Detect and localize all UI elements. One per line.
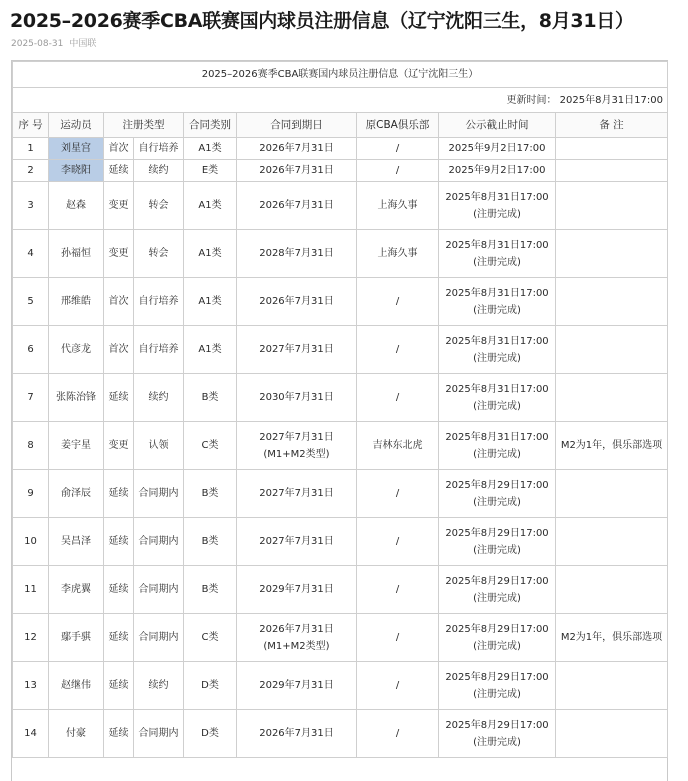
cell-remark	[556, 326, 668, 374]
cell-contract-end-line: 2027年7月31日	[259, 344, 334, 355]
cell-reg-detail	[134, 470, 184, 518]
cell-seq-line: 10	[24, 536, 37, 547]
cell-seq-line: 1	[27, 143, 34, 154]
cell-contract-end	[237, 662, 357, 710]
cell-contract-end-line: 2026年7月31日	[259, 623, 334, 635]
cell-player	[49, 278, 104, 326]
cell-contract-end	[237, 160, 357, 182]
cell-seq-line: 14	[24, 728, 37, 739]
cell-contract-type	[184, 614, 237, 662]
cell-former-club-line: /	[395, 536, 400, 547]
cell-notice-end-line: 2025年8月29日17:00	[445, 719, 549, 731]
cell-former-club-line: /	[395, 728, 400, 739]
table-row	[13, 278, 668, 326]
cell-contract-type	[184, 138, 237, 160]
cell-notice-end-line: (注册完成)	[473, 304, 521, 316]
cell-reg-detail	[134, 160, 184, 182]
cell-player-line: 张陈治锋	[56, 392, 96, 403]
cell-seq	[13, 230, 49, 278]
cell-notice-end	[439, 326, 556, 374]
cell-notice-end-line: 2025年8月29日17:00	[445, 671, 549, 683]
cell-player-line: 李晓阳	[61, 165, 91, 176]
cell-seq	[13, 278, 49, 326]
cell-contract-type	[184, 160, 237, 182]
cell-contract-type	[184, 566, 237, 614]
cell-reg-kind-line: 延续	[108, 584, 129, 595]
cell-contract-type	[184, 182, 237, 230]
cell-player	[49, 160, 104, 182]
cell-reg-detail	[134, 138, 184, 160]
cell-reg-kind	[104, 160, 134, 182]
table-row	[13, 230, 668, 278]
cell-notice-end-line: (注册完成)	[473, 400, 521, 412]
cell-remark	[556, 470, 668, 518]
cell-player-line: 赵森	[66, 200, 86, 211]
cell-reg-kind-line: 延续	[108, 392, 129, 403]
cell-notice-end-line: (注册完成)	[473, 688, 521, 700]
cell-reg-detail	[134, 230, 184, 278]
cell-reg-detail-line: 自行培养	[138, 296, 179, 307]
registration-table	[12, 61, 668, 758]
cell-contract-end	[237, 518, 357, 566]
cell-reg-detail-line: 合同期内	[138, 488, 179, 499]
cell-seq-line: 2	[27, 165, 34, 176]
cell-notice-end	[439, 374, 556, 422]
cell-seq-line: 11	[24, 584, 37, 595]
cell-notice-end-line: 2025年8月31日17:00	[445, 287, 549, 299]
table-row	[13, 710, 668, 758]
cell-contract-type-line: B类	[201, 536, 219, 547]
cell-contract-end	[237, 278, 357, 326]
cell-contract-type	[184, 374, 237, 422]
cell-former-club	[357, 422, 439, 470]
cell-seq	[13, 518, 49, 566]
cell-player	[49, 182, 104, 230]
cell-contract-type-line: A1类	[198, 296, 222, 307]
article-date: 2025-08-31	[11, 39, 64, 49]
cell-seq	[13, 566, 49, 614]
cell-seq-line: 13	[24, 680, 37, 691]
header-former-club: 原CBA俱乐部	[357, 113, 439, 138]
cell-notice-end-line: (注册完成)	[473, 256, 521, 268]
cell-reg-detail	[134, 662, 184, 710]
cell-former-club-line: /	[395, 344, 400, 355]
cell-reg-kind-line: 变更	[108, 248, 129, 259]
cell-player	[49, 422, 104, 470]
cell-notice-end-line: 2025年8月29日17:00	[445, 479, 549, 491]
cell-reg-detail-line: 合同期内	[138, 728, 179, 739]
cell-contract-type-line: B类	[201, 392, 219, 403]
cell-remark	[556, 230, 668, 278]
cell-reg-kind-line: 延续	[108, 728, 129, 739]
cell-player	[49, 566, 104, 614]
cell-player	[49, 230, 104, 278]
cell-player	[49, 518, 104, 566]
cell-player	[49, 614, 104, 662]
cell-reg-kind-line: 首次	[108, 143, 129, 154]
cell-remark	[556, 710, 668, 758]
cell-reg-kind-line: 变更	[108, 200, 129, 211]
cell-reg-detail-line: 合同期内	[138, 632, 179, 643]
cell-contract-end	[237, 470, 357, 518]
cell-contract-end-line: 2026年7月31日	[259, 200, 334, 211]
cell-remark	[556, 278, 668, 326]
cell-former-club	[357, 566, 439, 614]
cell-contract-type-line: B类	[201, 488, 219, 499]
cell-contract-end	[237, 326, 357, 374]
cell-seq	[13, 614, 49, 662]
cell-reg-detail	[134, 326, 184, 374]
cell-notice-end	[439, 470, 556, 518]
cell-remark	[556, 374, 668, 422]
header-player: 运动员	[49, 113, 104, 138]
cell-reg-detail	[134, 278, 184, 326]
cell-seq-line: 12	[24, 632, 37, 643]
cell-reg-kind	[104, 182, 134, 230]
cell-reg-detail	[134, 374, 184, 422]
cell-notice-end	[439, 160, 556, 182]
cell-seq-line: 5	[27, 296, 34, 307]
cell-notice-end-line: (注册完成)	[473, 352, 521, 364]
cell-contract-type-line: D类	[201, 728, 219, 739]
cell-notice-end	[439, 182, 556, 230]
fade-overlay	[12, 767, 667, 781]
table-row	[13, 662, 668, 710]
cell-notice-end-line: 2025年8月29日17:00	[445, 575, 549, 587]
cell-notice-end-line: 2025年8月29日17:00	[445, 623, 549, 635]
cell-reg-kind-line: 延续	[108, 165, 129, 176]
cell-former-club	[357, 160, 439, 182]
cell-former-club-line: /	[395, 296, 400, 307]
cell-reg-detail-line: 续约	[148, 165, 169, 176]
table-row	[13, 614, 668, 662]
cell-notice-end	[439, 614, 556, 662]
cell-reg-detail	[134, 182, 184, 230]
cell-seq-line: 6	[27, 344, 34, 355]
cell-reg-kind-line: 延续	[108, 680, 129, 691]
cell-player	[49, 662, 104, 710]
cell-reg-kind	[104, 422, 134, 470]
cell-contract-end	[237, 566, 357, 614]
cell-contract-end-line: 2029年7月31日	[259, 680, 334, 691]
cell-remark-line: M2为1年，俱乐部选项	[560, 632, 663, 643]
cell-former-club	[357, 278, 439, 326]
cell-player-line: 姜宇星	[61, 440, 91, 451]
table-row	[13, 160, 668, 182]
cell-contract-end-line: (M1+M2类型)	[263, 448, 330, 460]
cell-reg-detail	[134, 710, 184, 758]
cell-seq-line: 7	[27, 392, 34, 403]
cell-former-club	[357, 326, 439, 374]
cell-remark	[556, 182, 668, 230]
cell-reg-detail-line: 转会	[148, 248, 169, 259]
cell-former-club	[357, 662, 439, 710]
cell-reg-kind-line: 延续	[108, 488, 129, 499]
cell-remark	[556, 518, 668, 566]
cell-contract-end-line: 2026年7月31日	[259, 728, 334, 739]
cell-reg-kind	[104, 326, 134, 374]
cell-contract-type-line: D类	[201, 680, 219, 691]
cell-notice-end-line: 2025年8月31日17:00	[445, 335, 549, 347]
cell-reg-kind	[104, 710, 134, 758]
cell-reg-kind-line: 延续	[108, 632, 129, 643]
table-row	[13, 374, 668, 422]
cell-contract-end-line: 2029年7月31日	[259, 584, 334, 595]
cell-player-line: 赵继伟	[61, 680, 91, 691]
cell-contract-type-line: C类	[201, 440, 219, 451]
cell-player-line: 孙福恒	[61, 248, 91, 259]
cell-notice-end-line: 2025年8月29日17:00	[445, 527, 549, 539]
cell-reg-kind	[104, 138, 134, 160]
cell-reg-kind	[104, 662, 134, 710]
cell-seq	[13, 374, 49, 422]
cell-former-club-line: 吉林东北虎	[372, 440, 423, 451]
cell-contract-end	[237, 710, 357, 758]
header-row	[13, 113, 668, 138]
cell-reg-kind-line: 延续	[108, 536, 129, 547]
cell-notice-end	[439, 566, 556, 614]
cell-former-club-line: /	[395, 143, 400, 154]
cell-contract-end-line: 2027年7月31日	[259, 536, 334, 547]
cell-remark-line: M2为1年，俱乐部选项	[560, 440, 663, 451]
cell-contract-end	[237, 182, 357, 230]
article-meta	[11, 36, 96, 49]
cell-notice-end-line: 2025年8月31日17:00	[445, 431, 549, 443]
cell-contract-end-line: 2028年7月31日	[259, 248, 334, 259]
cell-reg-kind	[104, 230, 134, 278]
cell-former-club-line: /	[395, 584, 400, 595]
cell-seq	[13, 182, 49, 230]
cell-former-club-line: 上海久事	[377, 200, 418, 211]
cell-notice-end-line: (注册完成)	[473, 208, 521, 220]
cell-player-line: 刘星宫	[61, 143, 91, 154]
cell-former-club	[357, 138, 439, 160]
cell-notice-end-line: (注册完成)	[473, 592, 521, 604]
cell-notice-end	[439, 138, 556, 160]
cell-seq	[13, 422, 49, 470]
cell-seq	[13, 326, 49, 374]
cell-contract-type	[184, 518, 237, 566]
cell-contract-end-line: 2026年7月31日	[259, 143, 334, 154]
cell-former-club	[357, 182, 439, 230]
cell-seq	[13, 710, 49, 758]
cell-former-club-line: /	[395, 392, 400, 403]
cell-seq	[13, 662, 49, 710]
cell-seq-line: 4	[27, 248, 34, 259]
cell-remark	[556, 422, 668, 470]
table-row	[13, 326, 668, 374]
table-row	[13, 422, 668, 470]
cell-reg-detail	[134, 614, 184, 662]
cell-reg-detail	[134, 422, 184, 470]
cell-contract-end-line: 2030年7月31日	[259, 392, 334, 403]
cell-reg-detail-line: 续约	[148, 392, 169, 403]
cell-player-line: 付豪	[66, 728, 86, 739]
cell-former-club-line: /	[395, 165, 400, 176]
cell-player	[49, 710, 104, 758]
cell-reg-detail-line: 转会	[148, 200, 169, 211]
cell-player	[49, 374, 104, 422]
update-time: 更新时间： 2025年8月31日17:00	[13, 88, 668, 113]
cell-former-club-line: /	[395, 488, 400, 499]
cell-notice-end-line: (注册完成)	[473, 544, 521, 556]
table-row	[13, 518, 668, 566]
cell-contract-type-line: A1类	[198, 248, 222, 259]
cell-notice-end	[439, 230, 556, 278]
cell-reg-kind-line: 首次	[108, 296, 129, 307]
cell-reg-kind	[104, 566, 134, 614]
cell-notice-end	[439, 662, 556, 710]
cell-reg-kind	[104, 278, 134, 326]
cell-contract-type-line: A1类	[198, 143, 222, 154]
cell-former-club-line: /	[395, 632, 400, 643]
cell-contract-type-line: E类	[201, 165, 219, 176]
cell-reg-kind	[104, 614, 134, 662]
cell-former-club	[357, 710, 439, 758]
cell-player-line: 邢维皓	[61, 296, 91, 307]
cell-reg-detail-line: 自行培养	[138, 344, 179, 355]
header-remark: 备 注	[556, 113, 668, 138]
cell-former-club	[357, 518, 439, 566]
cell-notice-end-line: (注册完成)	[473, 640, 521, 652]
cell-player	[49, 138, 104, 160]
cell-contract-end-line: 2026年7月31日	[259, 296, 334, 307]
cell-contract-type	[184, 710, 237, 758]
table-row	[13, 182, 668, 230]
cell-contract-end	[237, 138, 357, 160]
header-contract-type: 合同类别	[184, 113, 237, 138]
table-row	[13, 470, 668, 518]
sheet-caption: 2025–2026赛季CBA联赛国内球员注册信息（辽宁沈阳三生）	[13, 62, 668, 88]
cell-player-line: 李虎翼	[61, 584, 91, 595]
cell-player-line: 吴昌泽	[61, 536, 91, 547]
cell-contract-type	[184, 422, 237, 470]
registration-sheet	[11, 60, 668, 781]
cell-contract-type-line: A1类	[198, 344, 222, 355]
cell-remark	[556, 566, 668, 614]
cell-former-club-line: /	[395, 680, 400, 691]
cell-contract-type	[184, 470, 237, 518]
cell-reg-kind	[104, 374, 134, 422]
cell-contract-type	[184, 278, 237, 326]
cell-seq	[13, 138, 49, 160]
cell-notice-end-line: 2025年8月31日17:00	[445, 239, 549, 251]
cell-reg-detail-line: 续约	[148, 680, 169, 691]
cell-player-line: 鄢手骐	[61, 632, 91, 643]
cell-reg-detail-line: 自行培养	[138, 143, 179, 154]
cell-contract-end-line: 2027年7月31日	[259, 488, 334, 499]
cell-player-line: 代彦龙	[61, 344, 91, 355]
cell-seq-line: 9	[27, 488, 34, 499]
cell-reg-kind	[104, 470, 134, 518]
cell-notice-end	[439, 518, 556, 566]
cell-notice-end	[439, 278, 556, 326]
cell-seq-line: 3	[27, 200, 34, 211]
cell-former-club	[357, 230, 439, 278]
cell-contract-type-line: B类	[201, 584, 219, 595]
article-title: 2025–2026赛季CBA联赛国内球员注册信息（辽宁沈阳三生，8月31日）	[10, 10, 634, 32]
cell-reg-detail-line: 认领	[148, 440, 169, 451]
cell-remark	[556, 614, 668, 662]
cell-contract-end	[237, 374, 357, 422]
header-seq: 序 号	[13, 113, 49, 138]
cell-remark	[556, 662, 668, 710]
cell-remark	[556, 160, 668, 182]
cell-contract-end	[237, 614, 357, 662]
article-source: 中国联	[69, 39, 97, 49]
cell-contract-end	[237, 230, 357, 278]
cell-former-club	[357, 470, 439, 518]
cell-contract-type-line: C类	[201, 632, 219, 643]
header-reg-type: 注册类型	[104, 113, 184, 138]
cell-former-club	[357, 374, 439, 422]
cell-notice-end-line: (注册完成)	[473, 736, 521, 748]
header-contract-end: 合同到期日	[237, 113, 357, 138]
cell-reg-kind-line: 首次	[108, 344, 129, 355]
header-notice-end: 公示截止时间	[439, 113, 556, 138]
cell-reg-detail-line: 合同期内	[138, 584, 179, 595]
cell-notice-end	[439, 422, 556, 470]
table-row	[13, 566, 668, 614]
cell-contract-end	[237, 422, 357, 470]
cell-reg-detail	[134, 566, 184, 614]
cell-reg-detail	[134, 518, 184, 566]
cell-notice-end-line: 2025年9月2日17:00	[448, 143, 546, 154]
cell-contract-type-line: A1类	[198, 200, 222, 211]
cell-seq	[13, 470, 49, 518]
cell-reg-kind	[104, 518, 134, 566]
cell-contract-type	[184, 326, 237, 374]
cell-player	[49, 470, 104, 518]
cell-notice-end-line: 2025年8月31日17:00	[445, 383, 549, 395]
cell-seq	[13, 160, 49, 182]
cell-reg-kind-line: 变更	[108, 440, 129, 451]
cell-seq-line: 8	[27, 440, 34, 451]
cell-notice-end-line: 2025年9月2日17:00	[448, 165, 546, 176]
cell-contract-type	[184, 662, 237, 710]
cell-contract-end-line: (M1+M2类型)	[263, 640, 330, 652]
cell-former-club	[357, 614, 439, 662]
cell-remark	[556, 138, 668, 160]
cell-contract-end-line: 2027年7月31日	[259, 431, 334, 443]
cell-contract-end-line: 2026年7月31日	[259, 165, 334, 176]
cell-notice-end-line: 2025年8月31日17:00	[445, 191, 549, 203]
cell-contract-type	[184, 230, 237, 278]
cell-reg-detail-line: 合同期内	[138, 536, 179, 547]
cell-player	[49, 326, 104, 374]
cell-notice-end	[439, 710, 556, 758]
cell-former-club-line: 上海久事	[377, 248, 418, 259]
table-row	[13, 138, 668, 160]
cell-notice-end-line: (注册完成)	[473, 496, 521, 508]
cell-notice-end-line: (注册完成)	[473, 448, 521, 460]
cell-player-line: 俞泽辰	[61, 488, 91, 499]
